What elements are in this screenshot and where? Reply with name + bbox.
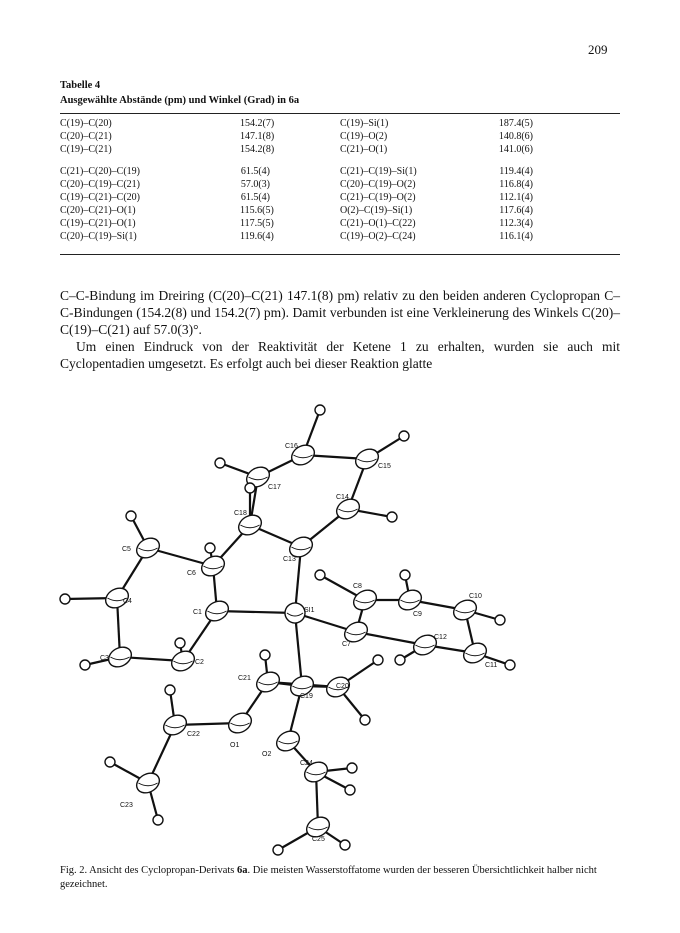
hydrogen-atom	[399, 431, 409, 441]
hydrogen-atom	[105, 757, 115, 767]
atom-label: C22	[187, 731, 200, 738]
atom-ellipsoid	[273, 727, 303, 755]
table-compound: 6a	[288, 95, 300, 106]
paragraph-2: Um einen Eindruck von der Reaktivität der Ketene 1 zu erhalten, wurden sie auch mit Cyclopentadien umgesetzt. Es erfolgt auch bei dieser Reaktion glatte	[60, 339, 620, 371]
hydrogen-atom	[345, 785, 355, 795]
cell-bond-left: C(20)–C(19)–Si(1)	[60, 231, 137, 242]
cell-bond-left: C(20)–C(19)–C(21)	[60, 179, 140, 190]
hydrogen-atom	[205, 543, 215, 553]
hydrogen-atom	[387, 512, 397, 522]
atom-label: C20	[336, 683, 349, 690]
cell-value-left: 115.6(5)	[240, 205, 274, 216]
cell-bond-right: C(21)–O(1)–C(22)	[340, 218, 416, 229]
atom-ellipsoid	[198, 552, 228, 580]
atom-ellipsoid	[160, 711, 190, 739]
atom-ellipsoid	[133, 769, 163, 797]
atom-label: C10	[469, 593, 482, 600]
atom-label: SI1	[304, 607, 315, 614]
cell-value-left: 61.5(4)	[240, 166, 270, 177]
atom-label: C25	[312, 836, 325, 843]
cell-bond-right: C(21)–C(19)–Si(1)	[340, 166, 417, 177]
cell-value-right: 112.1(4)	[499, 192, 533, 203]
cell-value-right: 141.0(6)	[498, 144, 533, 155]
atom-label: O1	[230, 742, 240, 749]
cell-value-right: 116.1(4)	[499, 231, 533, 242]
cell-value-left: 119.6(4)	[240, 231, 274, 242]
atom-ellipsoid	[202, 597, 232, 625]
figure-caption	[60, 864, 620, 892]
atom-ellipsoid	[168, 647, 198, 675]
atom-label: O2	[262, 751, 272, 758]
hydrogen-atom	[395, 655, 405, 665]
atom-label: C12	[434, 634, 447, 641]
cell-value-left: 57.0(3)	[240, 179, 270, 190]
atom-label: C6	[187, 570, 196, 577]
atom-label: C7	[342, 641, 351, 648]
hydrogen-atom	[340, 840, 350, 850]
atom-label: C13	[283, 556, 296, 563]
cell-bond-left: C(19)–C(21)	[60, 144, 112, 155]
hydrogen-atom	[273, 845, 283, 855]
hydrogen-atom	[60, 594, 70, 604]
cell-bond-right: C(19)–Si(1)	[340, 118, 389, 129]
cell-value-right: 140.8(6)	[498, 131, 533, 142]
bond-line	[295, 613, 302, 686]
cell-value-left: 154.2(8)	[240, 144, 275, 155]
atom-label: C18	[234, 510, 247, 517]
atom-label: C16	[285, 443, 298, 450]
atom-label: C3	[100, 655, 109, 662]
hydrogen-atom	[260, 650, 270, 660]
atom-label: C2	[195, 659, 204, 666]
cell-bond-left: C(20)–C(21)–O(1)	[60, 205, 136, 216]
atom-label: C23	[120, 802, 133, 809]
atom-label: C9	[413, 611, 422, 618]
atom-label: C11	[485, 662, 498, 669]
atom-label: C24	[300, 760, 313, 767]
cell-bond-left: C(19)–C(21)–O(1)	[60, 218, 136, 229]
caption-suffix: . Die meisten Wasserstoffatome wurden der besseren Übersichtlichkeit halber nicht gezeichnet.	[60, 865, 597, 890]
hydrogen-atom	[153, 815, 163, 825]
hydrogen-atom	[347, 763, 357, 773]
atom-ellipsoid	[225, 709, 255, 737]
cell-value-right: 117.6(4)	[499, 205, 533, 216]
paragraph-1: C–C-Bindung im Dreiring (C(20)–C(21) 147.1(8) pm) relativ zu den beiden anderen Cyclopropan C–C-Bindungen (154.2(8) und 154.2(7) pm). Damit verbunden ist eine Verkleinerung des Winkels C(20)–C(19)–C(21) auf 57.0(3)°.	[60, 288, 620, 337]
atom-label: C19	[300, 693, 313, 700]
cell-value-right: 187.4(5)	[498, 118, 533, 129]
hydrogen-atom	[126, 511, 136, 521]
hydrogen-atom	[315, 570, 325, 580]
atom-label: C15	[378, 463, 391, 470]
atom-ellipsoid	[450, 596, 480, 624]
cell-bond-right: C(19)–O(2)	[340, 131, 388, 142]
cell-value-right: 119.4(4)	[499, 166, 533, 177]
atom-label: C17	[268, 484, 281, 491]
hydrogen-atom	[165, 685, 175, 695]
atom-ellipsoid	[253, 668, 283, 696]
hydrogen-atom	[245, 483, 255, 493]
table-subtitle-text: Ausgewählte Abstände (pm) und Winkel (Grad) in	[60, 95, 289, 106]
cell-bond-right: O(2)–C(19)–Si(1)	[340, 205, 413, 216]
atom-label: C5	[122, 546, 131, 553]
cell-bond-right: C(20)–C(19)–O(2)	[340, 179, 416, 190]
atom-label: C4	[123, 598, 132, 605]
caption-compound: 6a	[237, 865, 248, 876]
page-number: 209	[588, 42, 608, 57]
atom-ellipsoid	[350, 586, 380, 614]
atom-ellipsoid	[395, 586, 425, 614]
caption-prefix: Fig. 2. Ansicht des Cyclopropan-Derivats	[60, 865, 238, 876]
cell-value-left: 147.1(8)	[240, 131, 275, 142]
table-title: Tabelle 4	[60, 80, 101, 91]
atom-ellipsoid	[133, 534, 163, 562]
hydrogen-atom	[315, 405, 325, 415]
cell-bond-left: C(19)–C(21)–C(20)	[60, 192, 140, 203]
cell-bond-left: C(19)–C(20)	[60, 118, 112, 129]
cell-value-right: 116.8(4)	[499, 179, 533, 190]
cell-value-left: 117.5(5)	[240, 218, 274, 229]
cell-value-left: 61.5(4)	[240, 192, 270, 203]
hydrogen-atom	[175, 638, 185, 648]
hydrogen-atom	[80, 660, 90, 670]
cell-bond-left: C(21)–C(20)–C(19)	[60, 166, 140, 177]
cell-value-right: 112.3(4)	[499, 218, 533, 229]
atom-label: C21	[238, 675, 251, 682]
bond-line	[217, 611, 295, 613]
atom-ellipsoid	[105, 643, 135, 671]
atom-label: C8	[353, 583, 362, 590]
cell-bond-right: C(21)–O(1)	[340, 144, 388, 155]
hydrogen-atom	[505, 660, 515, 670]
atom-label: C14	[336, 494, 349, 501]
cell-bond-left: C(20)–C(21)	[60, 131, 112, 142]
hydrogen-atom	[495, 615, 505, 625]
hydrogen-atom	[373, 655, 383, 665]
hydrogen-atom	[400, 570, 410, 580]
atom-label: C1	[193, 609, 202, 616]
hydrogen-atom	[215, 458, 225, 468]
cell-bond-right: C(21)–C(19)–O(2)	[340, 192, 416, 203]
cell-bond-right: C(19)–O(2)–C(24)	[340, 231, 416, 242]
cell-value-left: 154.2(7)	[240, 118, 275, 129]
hydrogen-atom	[360, 715, 370, 725]
